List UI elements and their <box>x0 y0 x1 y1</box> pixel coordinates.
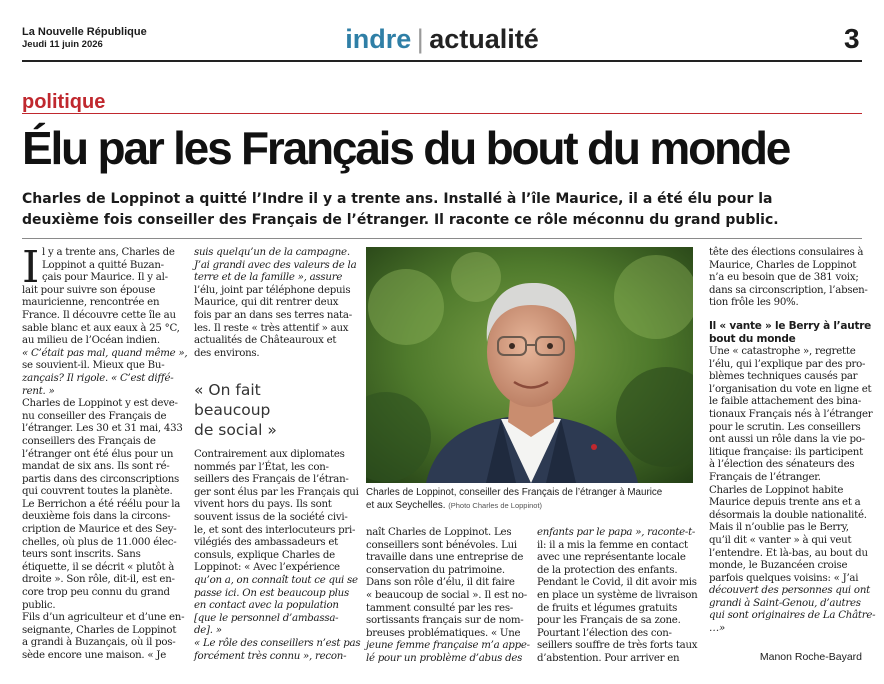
text-line: J’ai grandi avec des valeurs de la <box>194 259 357 271</box>
text-line: consuls, explique Charles de <box>194 549 335 561</box>
text-line: mandat de six ans. Ils sont ré- <box>22 461 170 473</box>
publication-date: Jeudi 11 juin 2026 <box>22 39 103 50</box>
pull-quote-line: de social » <box>194 421 277 439</box>
photo-caption <box>366 487 693 512</box>
text-line: le faible attachement des bina- <box>709 396 862 408</box>
text-line: suis quelqu’un de la campagne. <box>194 247 350 258</box>
article-title: Élu par les Français du bout du monde <box>22 122 790 174</box>
text-line: conseillers des Français de <box>22 435 156 447</box>
text-line: « Le rôle des conseillers n’est pas <box>194 637 361 649</box>
text-line: France. Il découvre cette île au <box>22 309 176 321</box>
text-line: Charles de Loppinot y est deve- <box>22 398 178 410</box>
article-column-2-bottom <box>194 449 361 663</box>
text-line: grandi à Saint-Genou, d’autres <box>709 597 861 609</box>
photo-credit: (Photo Charles de Loppinot) <box>448 500 543 510</box>
text-line: breuses problématiques. « Une <box>366 627 521 639</box>
text-line: Le Berrichon a été réélu pour la <box>22 498 181 510</box>
caption-line-2 <box>366 500 693 513</box>
pull-quote-line: « On fait <box>194 381 261 399</box>
text-line: l’élu, joint par téléphone depuis <box>194 284 351 296</box>
text-line: fois par an dans ses terres nata- <box>194 309 352 321</box>
text-line: lait pour suivre son épouse <box>22 284 156 296</box>
text-line: jeune femme française m’a appe- <box>366 640 530 652</box>
text-line: souvent issus de la société civi- <box>194 511 348 523</box>
pull-quote <box>194 380 352 440</box>
text-line: pour le scrutin. Les conseillers <box>709 421 861 433</box>
text-line: ont aussi un rôle dans la vie po- <box>709 434 865 446</box>
text-line: les. Il reste « très attentif » aux <box>194 322 349 334</box>
text-line: sède encore une maison. « Je <box>22 650 166 661</box>
text-line: Dans son rôle d’élu, il dit faire <box>366 577 515 589</box>
text-line: sable blanc et aux eaux à 25 °C, <box>22 322 180 334</box>
subhead-line: Il « vante » le Berry à l’autre <box>709 320 872 332</box>
text-line: « beaucoup de social ». Il est no- <box>366 589 527 601</box>
subhead-line: bout du monde <box>709 332 796 345</box>
text-line: seillers des Français de l’étran- <box>194 474 349 486</box>
text-line: de la protection des enfants. <box>537 564 678 576</box>
text-line: des environs. <box>194 347 260 359</box>
text-line: Charles de Loppinot habite <box>709 484 844 496</box>
text-line: désormais la double nationalité. <box>709 509 867 521</box>
subsection-name: actualité <box>429 24 539 54</box>
text-line: çais pour Maurice. Il y al- <box>42 272 168 284</box>
text-line: Maurice, Charles de Loppinot <box>709 259 857 271</box>
article-author: Manon Roche-Bayard <box>759 651 862 663</box>
text-line: [que le personnel d’ambassa- <box>194 612 339 624</box>
text-line: l’organisation du vote en ligne et <box>709 383 872 395</box>
text-line: naît Charles de Loppinot. Les <box>366 527 512 538</box>
text-line: partis dans des circonscriptions <box>22 473 180 485</box>
text-line: Une « catastrophe », regrette <box>709 346 856 357</box>
text-line: conservation du patrimoine. <box>366 564 505 576</box>
text-line: au milieu de l’Océan indien. <box>22 335 160 347</box>
newspaper-brand: La Nouvelle République <box>22 26 147 38</box>
text-line: …» <box>709 623 725 635</box>
text-line: Contrairement aux diplomates <box>194 449 345 460</box>
text-line: tionaux Français nés à l’étranger <box>709 408 873 420</box>
text-line: l’étranger. Les 30 et 31 mai, 433 <box>22 423 183 435</box>
article-column-5-top <box>709 247 868 310</box>
text-line: le, et sont des interlocuteurs pri- <box>194 524 356 536</box>
text-line: lé pour un problème d’abus des <box>366 652 523 664</box>
text-line: litique française: ils participent <box>709 446 863 458</box>
section-header <box>0 22 884 56</box>
section-name: indre <box>345 24 412 54</box>
text-line: nommés par l’État, les con- <box>194 461 329 473</box>
text-line: Fils d’un agriculteur et d’une en- <box>22 612 185 624</box>
text-line: teurs sont inscrits. Sans <box>22 549 141 561</box>
text-line: passe ici. On est beaucoup plus <box>194 587 349 599</box>
text-line: étiquette, il se décrit « plutôt à <box>22 561 175 573</box>
pull-quote-line: beaucoup <box>194 401 271 419</box>
text-line: mauricienne, rencontrée en <box>22 297 160 309</box>
caption-line: Charles de Loppinot, conseiller des Français de l’étranger à Maurice <box>366 487 663 498</box>
text-line: qui couvrent toutes la planète. <box>22 486 173 498</box>
section-separator: | <box>416 24 424 54</box>
text-line: Pourtant l’élection des con- <box>537 627 672 639</box>
text-line: deuxième fois dans la circons- <box>22 511 171 523</box>
text-line: avec une représentante locale <box>537 552 686 564</box>
text-line: Maurice depuis trente ans et a <box>709 497 861 509</box>
text-line: Maurice, qui dit rentrer deux <box>194 297 339 309</box>
masthead-rule <box>22 60 862 62</box>
text-line: de]. » <box>194 625 222 637</box>
text-line: l’entendre. Et là-bas, au bout du <box>709 547 868 559</box>
text-line: blèmes techniques causés par <box>709 371 858 383</box>
article-photo <box>366 247 693 483</box>
article-column-4 <box>537 527 698 666</box>
text-line: l’étranger ont été élus pour un <box>22 448 174 460</box>
text-line: a grandi à Buzançais, où il pos- <box>22 637 176 649</box>
article-column-2-top <box>194 247 357 360</box>
article-column-3 <box>366 527 530 666</box>
text-line: sortissants français sur de nom- <box>366 615 524 627</box>
text-line: se souvient-il. Mieux que Bu- <box>22 360 165 372</box>
text-line: parfois quelques voisins: « J’ai <box>709 572 859 584</box>
text-line: ger sont élus par les Français qui <box>194 486 359 498</box>
article-column-1 <box>22 242 188 663</box>
text-line: enfants par le papa », raconte-t- <box>537 527 696 538</box>
text-line: core trop peu connu du grand <box>22 587 170 599</box>
text-line: public. <box>22 599 56 611</box>
text-line: travaille dans une entreprise de <box>366 552 524 564</box>
text-line: découvert des personnes qui ont <box>709 585 870 597</box>
text-line: zançais? Il rigole. « C’est diffé- <box>22 372 174 384</box>
body-top-rule <box>22 238 862 239</box>
lead-line: Charles de Loppinot a quitté l’Indre il y a trente ans. Installé à l’île Maurice, il a été élu pour la <box>22 191 773 207</box>
text-line: Français de l’étranger. <box>709 471 821 483</box>
drop-cap: I <box>22 242 40 293</box>
text-line: seignante, Charles de Loppinot <box>22 624 177 636</box>
text-line: qu’on a, on connaît tout ce qui se <box>194 574 358 586</box>
text-line: l y a trente ans, Charles de <box>42 247 175 258</box>
text-line: tamment consulté par les res- <box>366 602 513 614</box>
portrait-photo <box>366 247 693 483</box>
text-line: forcément très connu », recon- <box>194 650 347 662</box>
text-line: tête des élections consulaires à <box>709 247 864 258</box>
text-line: en contact avec la population <box>194 600 339 612</box>
text-line: terre et de la famille », assure <box>194 272 343 284</box>
text-line: Pendant le Covid, il dit avoir mis <box>537 577 697 589</box>
text-line: rent. » <box>22 385 55 397</box>
text-line: cription de Maurice et des Sey- <box>22 524 177 536</box>
text-line: tion frôle les 90%. <box>709 297 799 309</box>
text-line: seillers souffre de très forts taux <box>537 640 698 652</box>
text-line: monde, le Buzancéen croise <box>709 560 848 572</box>
text-line: nu conseiller des Français de <box>22 410 167 422</box>
text-line: pour les Français de sa zone. <box>537 615 681 627</box>
text-line: « C’était pas mal, quand même », <box>22 347 188 359</box>
text-line: de fruits et légumes gratuits <box>537 602 678 614</box>
text-line: en place un système de livraison <box>537 589 698 601</box>
page-number: 3 <box>844 23 860 54</box>
text-line: chelles, où plus de 11.000 élec- <box>22 536 177 548</box>
article-kicker: politique <box>22 91 106 113</box>
text-line: à l’élection des sénateurs des <box>709 459 855 471</box>
article-lead <box>22 189 864 231</box>
text-line: vilégiés des ambassadeurs et <box>194 537 339 549</box>
text-line: d’abstention. Pour arriver en <box>537 652 680 664</box>
text-line: droite ». Son rôle, dit-il, est en- <box>22 574 175 586</box>
article-column-5-bottom <box>709 346 876 636</box>
text-line: qu’il dit « vanter » à qui veut <box>709 534 852 546</box>
text-line: l’élu, qui l’explique par des pro- <box>709 358 866 370</box>
text-line: vivent hors du pays. Ils sont <box>194 499 332 511</box>
caption-text: et aux Seychelles. <box>366 499 446 511</box>
text-line: conseillers sont bénévoles. Lui <box>366 539 517 551</box>
text-line: Loppinot a quitté Buzan- <box>42 259 164 271</box>
text-line: n’a eu besoin que de 381 voix; <box>709 272 859 284</box>
text-line: il: il a mis la femme en contact <box>537 539 688 551</box>
kicker-rule <box>22 113 862 114</box>
text-line: Mais il n’oublie pas le Berry, <box>709 522 849 534</box>
text-line: Loppinot: « Avec l’expérience <box>194 562 340 574</box>
text-line: dans sa circonscription, l’absen- <box>709 284 868 296</box>
text-line: qui sont originaires de La Châtre- <box>709 610 876 622</box>
lead-line: deuxième fois conseiller des Français de l’étranger. Il raconte ce rôle méconnu du grand public. <box>22 212 779 228</box>
subhead <box>709 320 872 345</box>
text-line: actualités de Châteauroux et <box>194 335 337 347</box>
